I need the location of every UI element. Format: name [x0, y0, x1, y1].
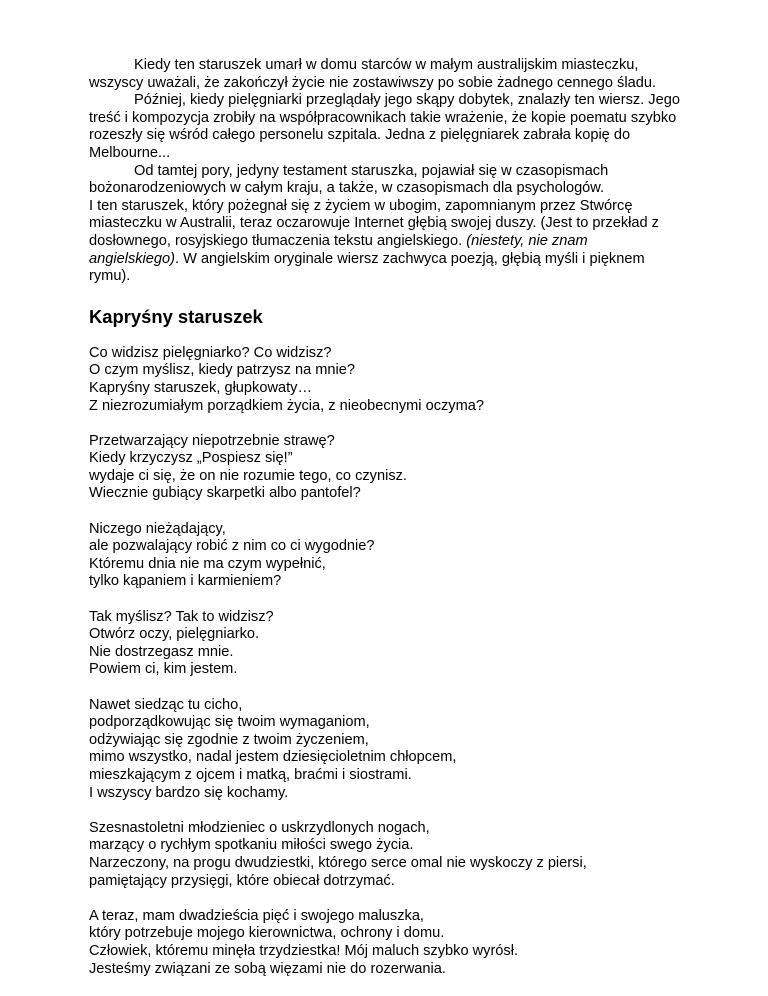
poem-line: tylko kąpaniem i karmieniem?	[89, 573, 282, 590]
intro-paragraph-4	[89, 198, 681, 286]
poem-line: Przetwarzający niepotrzebnie strawę?	[89, 432, 335, 449]
intro-paragraph-3: Od tamtej pory, jedyny testament staruszka, pojawiał się w czasopismach bożonarodzeniowych w całym kraju, a także, w czasopismach dla psychologów.	[89, 162, 609, 197]
poem-stanza-4	[89, 609, 681, 679]
intro-section	[89, 57, 681, 286]
poem-stanza-6	[89, 820, 681, 890]
poem-line: Co widzisz pielęgniarko? Co widzisz?	[89, 344, 332, 361]
poem-title: Kapryśny staruszek	[89, 305, 263, 327]
poem-line: marzący o rychłym spotkaniu miłości swego życia.	[89, 837, 414, 854]
poem-line: Kiedy krzyczysz „Pospiesz się!”	[89, 450, 293, 467]
poem-line: Powiem ci, kim jestem.	[89, 661, 238, 678]
intro-paragraph-4-italic: (niestety, nie znam angielskiego)	[89, 232, 588, 267]
intro-paragraph-1: Kiedy ten staruszek umarł w domu starców w małym australijskim miasteczku, wszyscy uważali, że zakończył życie nie zostawiwszy po sobie żadnego cennego śladu.	[89, 57, 657, 91]
poem-line: Nie dostrzegasz mnie.	[89, 643, 234, 660]
intro-paragraph-4-end: . W angielskim oryginale wiersz zachwyca poezją, głębią myśli i pięknem rymu).	[89, 250, 645, 285]
poem-line: Jesteśmy związani ze sobą więzami nie do rozerwania.	[89, 960, 446, 977]
poem-line: pamiętający przysięgi, które obiecał dotrzymać.	[89, 872, 395, 889]
poem-line: Nawet siedząc tu cicho,	[89, 696, 243, 713]
poem-line: O czym myślisz, kiedy patrzysz na mnie?	[89, 362, 355, 379]
poem-line: Kapryśny staruszek, głupkowaty…	[89, 379, 313, 396]
poem-stanza-7	[89, 908, 681, 978]
intro-paragraph-2: Później, kiedy pielęgniarki przeglądały jego skąpy dobytek, znalazły ten wiersz. Jego treść i kompozycja zrobiły na współpracownikach takie wrażenie, że kopie poematu szybko rozeszły się wśród całego personelu szpitala. Jedna z pielęgniarek zabrała kopię do Melbourne...	[89, 92, 680, 161]
poem-line: mieszkającym z ojcem i matką, braćmi i siostrami.	[89, 766, 412, 783]
poem-line: ale pozwalający robić z nim co ci wygodnie?	[89, 538, 375, 555]
poem-line: Niczego nieżądający,	[89, 520, 226, 537]
poem-line: Szesnastoletni młodzieniec o uskrzydlonych nogach,	[89, 819, 430, 836]
poem-line: Narzeczony, na progu dwudziestki, którego serce omal nie wyskoczy z piersi,	[89, 854, 587, 871]
poem-line: Tak myślisz? Tak to widzisz?	[89, 608, 274, 625]
poem-line: wydaje ci się, że on nie rozumie tego, co czynisz.	[89, 467, 407, 484]
poem-line: Z niezrozumiałym porządkiem życia, z nieobecnymi oczyma?	[89, 397, 484, 414]
poem-line: który potrzebuje mojego kierownictwa, ochrony i domu.	[89, 925, 445, 942]
poem-line: Otwórz oczy, pielęgniarko.	[89, 626, 260, 643]
poem-line: mimo wszystko, nadal jestem dziesięcioletnim chłopcem,	[89, 749, 457, 766]
poem-line: odżywiając się zgodnie z twoim życzeniem,	[89, 731, 369, 748]
poem-line: A teraz, mam dwadzieścia pięć i swojego maluszka,	[89, 907, 424, 924]
document-page	[89, 57, 681, 996]
poem-line: Któremu dnia nie ma czym wypełnić,	[89, 555, 326, 572]
poem-stanza-2	[89, 433, 681, 503]
poem-line: podporządkowując się twoim wymaganiom,	[89, 714, 370, 731]
poem-stanza-1	[89, 345, 681, 415]
intro-paragraph-4-start: I ten staruszek, który pożegnał się z życiem w ubogim, zapomnianym przez Stwórcę miasteczku w Australii, teraz oczarowuje Internet głębią swojej duszy. (Jest to przekład z dosłownego, rosyjskiego tłumaczenia tekstu angielskiego.	[89, 197, 659, 249]
poem-line: Człowiek, któremu minęła trzydziestka! Mój maluch szybko wyrósł.	[89, 942, 519, 959]
poem-stanza-5	[89, 697, 681, 803]
poem-line: Wiecznie gubiący skarpetki albo pantofel?	[89, 485, 361, 502]
poem-body	[89, 345, 681, 978]
poem-line: I wszyscy bardzo się kochamy.	[89, 784, 289, 801]
poem-stanza-3	[89, 521, 681, 591]
